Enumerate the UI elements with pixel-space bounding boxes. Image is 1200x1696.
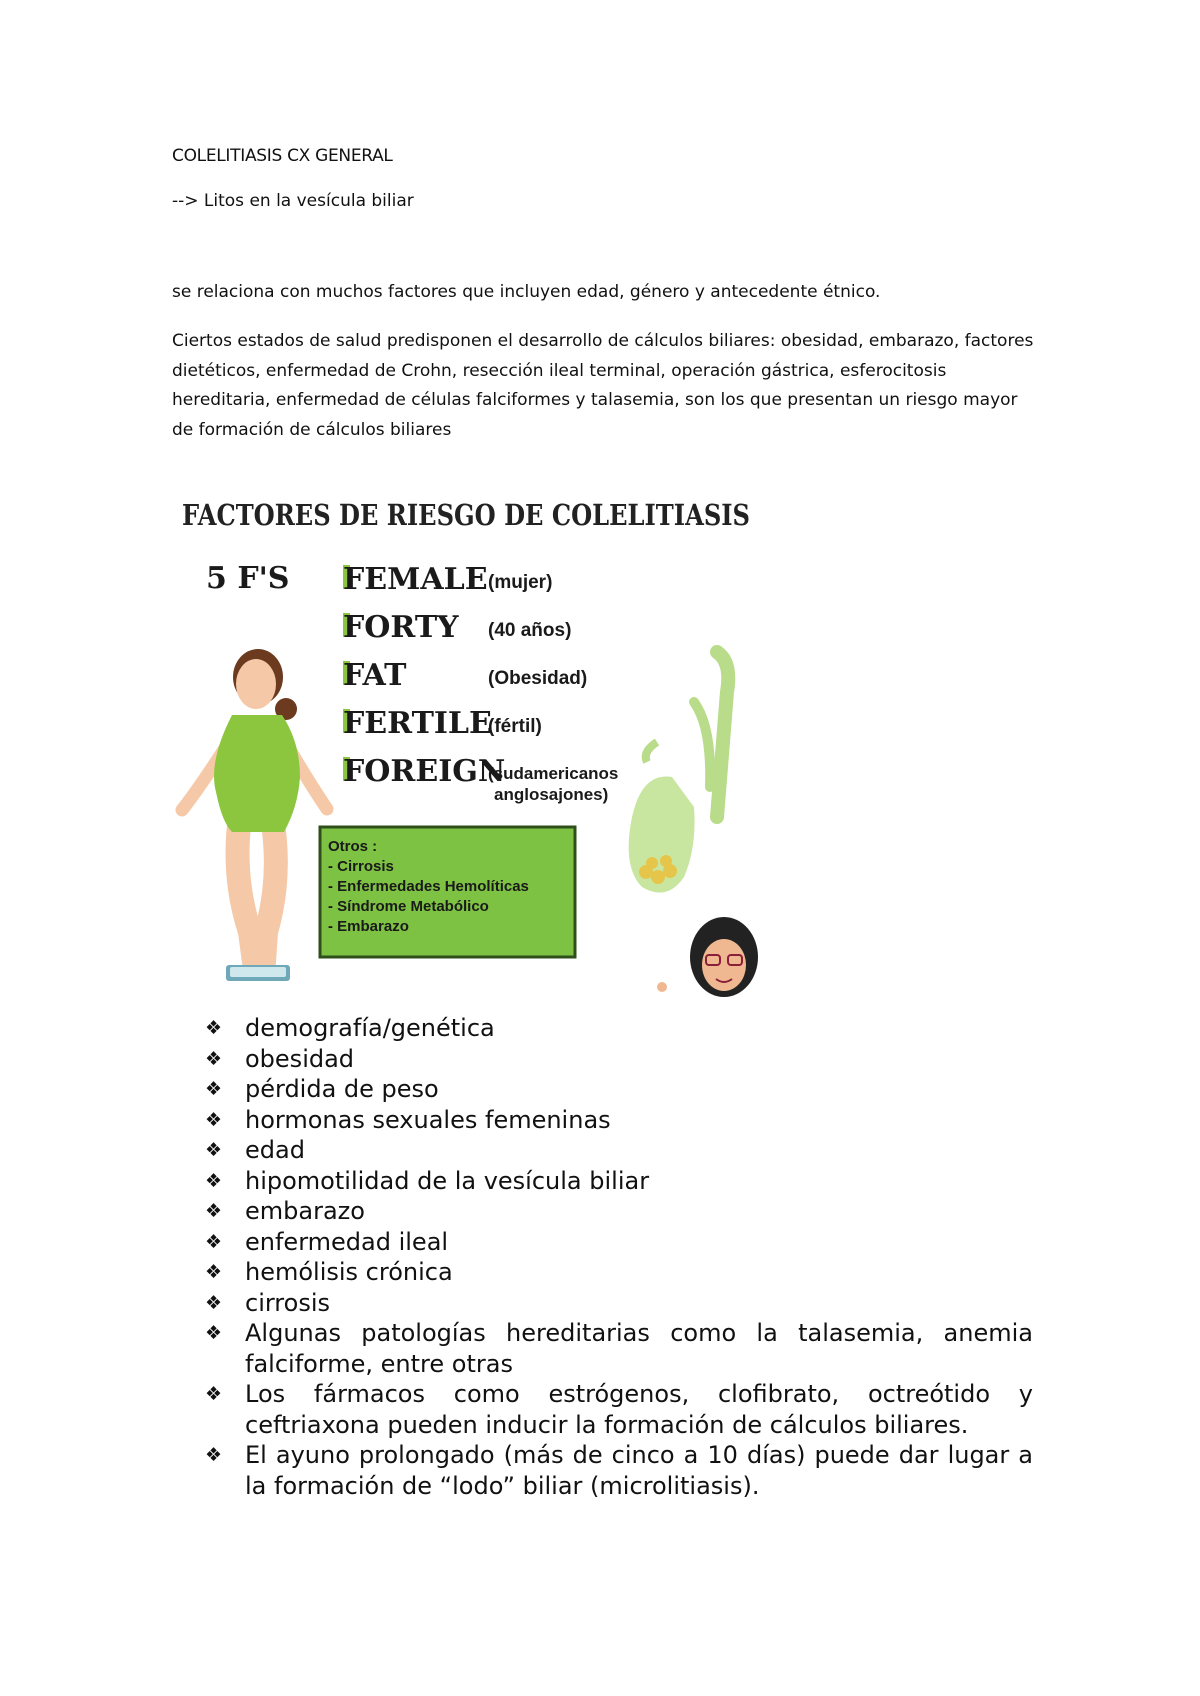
list-item [205, 1013, 1033, 1044]
factor-desc: (Obesidad) [488, 668, 588, 689]
factor-female [343, 562, 552, 597]
woman-illustration [182, 649, 327, 981]
diamond-bullet-icon: ❖ [205, 1169, 223, 1192]
diamond-bullet-icon: ❖ [205, 1383, 223, 1405]
list-item [205, 1379, 1033, 1440]
factor-fertile [343, 706, 542, 741]
factor-foreign [343, 754, 618, 804]
list-item-text: Los fármacos como estrógenos, clofibrato, octreótido y ceftriaxona pueden inducir la formación de cálculos biliares. [245, 1380, 1033, 1439]
risk-paragraph: Ciertos estados de salud predisponen el desarrollo de cálculos biliares: obesidad, embarazo, factores dietéticos, enfermedad de Crohn, resección ileal terminal, operación gástrica, esferocitosis hereditaria, enfermedad de células falciformes y talasemia, son los que presentan un riesgo mayor de formación de cálculos biliares [172, 331, 1034, 440]
list-item [205, 1440, 1033, 1501]
factor-desc: (sudamericanos [488, 764, 619, 783]
factor-desc-2: anglosajones) [494, 785, 609, 804]
list-item [205, 1318, 1033, 1379]
factor-fat [343, 658, 587, 693]
list-item [205, 1196, 1033, 1227]
factor-desc: (40 años) [488, 620, 572, 641]
list-item [205, 1227, 1033, 1258]
intro-paragraph: se relaciona con muchos factores que incluyen edad, género y antecedente étnico. [172, 282, 881, 302]
others-item: - Síndrome Metabólico [328, 898, 489, 915]
document-title: COLELITIASIS CX GENERAL [172, 146, 393, 166]
diamond-bullet-icon: ❖ [205, 1322, 223, 1344]
diamond-bullet-icon: ❖ [205, 1200, 223, 1222]
others-item: - Enfermedades Hemolíticas [328, 878, 529, 895]
infographic-title: FACTORES DE RIESGO DE COLELITIASIS [182, 498, 750, 532]
diamond-bullet-icon: ❖ [205, 1291, 223, 1314]
document-subtitle: --> Litos en la vesícula biliar [172, 191, 414, 211]
list-item [205, 1166, 1033, 1197]
list-item-text: obesidad [245, 1044, 355, 1073]
factor-word: FERTILE [343, 706, 492, 741]
risk-factors-infographic [172, 487, 764, 995]
diamond-bullet-icon: ❖ [205, 1047, 223, 1070]
list-item-text: pérdida de peso [245, 1075, 439, 1103]
factor-word: FOREIGN [343, 754, 506, 789]
diamond-bullet-icon: ❖ [205, 1078, 223, 1100]
list-item-text: embarazo [245, 1197, 365, 1225]
infographic-svg [172, 487, 764, 995]
list-item-text: demografía/genética [245, 1014, 495, 1042]
five-fs-label: 5 F'S [206, 561, 290, 596]
list-item [205, 1044, 1033, 1075]
list-item-text: cirrosis [245, 1288, 331, 1317]
list-item [205, 1288, 1033, 1319]
list-item [205, 1105, 1033, 1136]
gallbladder-illustration [629, 652, 729, 893]
others-item: - Embarazo [328, 918, 409, 935]
risk-bullet-list [205, 1013, 1033, 1501]
diamond-bullet-icon: ❖ [205, 1261, 223, 1283]
others-item: - Cirrosis [328, 858, 394, 875]
list-item [205, 1074, 1033, 1105]
list-item-text: El ayuno prolongado (más de cinco a 10 días) puede dar lugar a la formación de “lodo” biliar (microlitiasis). [245, 1441, 1033, 1500]
factor-desc: (mujer) [488, 572, 553, 593]
diamond-bullet-icon: ❖ [205, 1230, 223, 1253]
factor-desc: (fértil) [488, 716, 542, 737]
factor-word: FEMALE [343, 562, 488, 597]
list-item [205, 1135, 1033, 1166]
list-item-text: hormonas sexuales femeninas [245, 1105, 611, 1134]
diamond-bullet-icon: ❖ [205, 1108, 223, 1131]
diamond-bullet-icon: ❖ [205, 1017, 223, 1039]
list-item-text: hipomotilidad de la vesícula biliar [245, 1166, 650, 1195]
others-box [320, 827, 575, 957]
diamond-bullet-icon: ❖ [205, 1139, 223, 1161]
list-item-text: edad [245, 1136, 305, 1164]
list-item-text: enfermedad ileal [245, 1227, 449, 1256]
others-title: Otros : [328, 838, 378, 855]
list-item [205, 1257, 1033, 1288]
list-item-text: hemólisis crónica [245, 1258, 453, 1286]
list-item-text: Algunas patologías hereditarias como la talasemia, anemia falciforme, entre otras [245, 1319, 1033, 1378]
diamond-bullet-icon: ❖ [205, 1444, 223, 1466]
avatar-illustration [657, 917, 758, 997]
factor-word: FORTY [343, 610, 459, 645]
factor-forty [343, 610, 571, 645]
factor-word: FAT [343, 658, 407, 693]
